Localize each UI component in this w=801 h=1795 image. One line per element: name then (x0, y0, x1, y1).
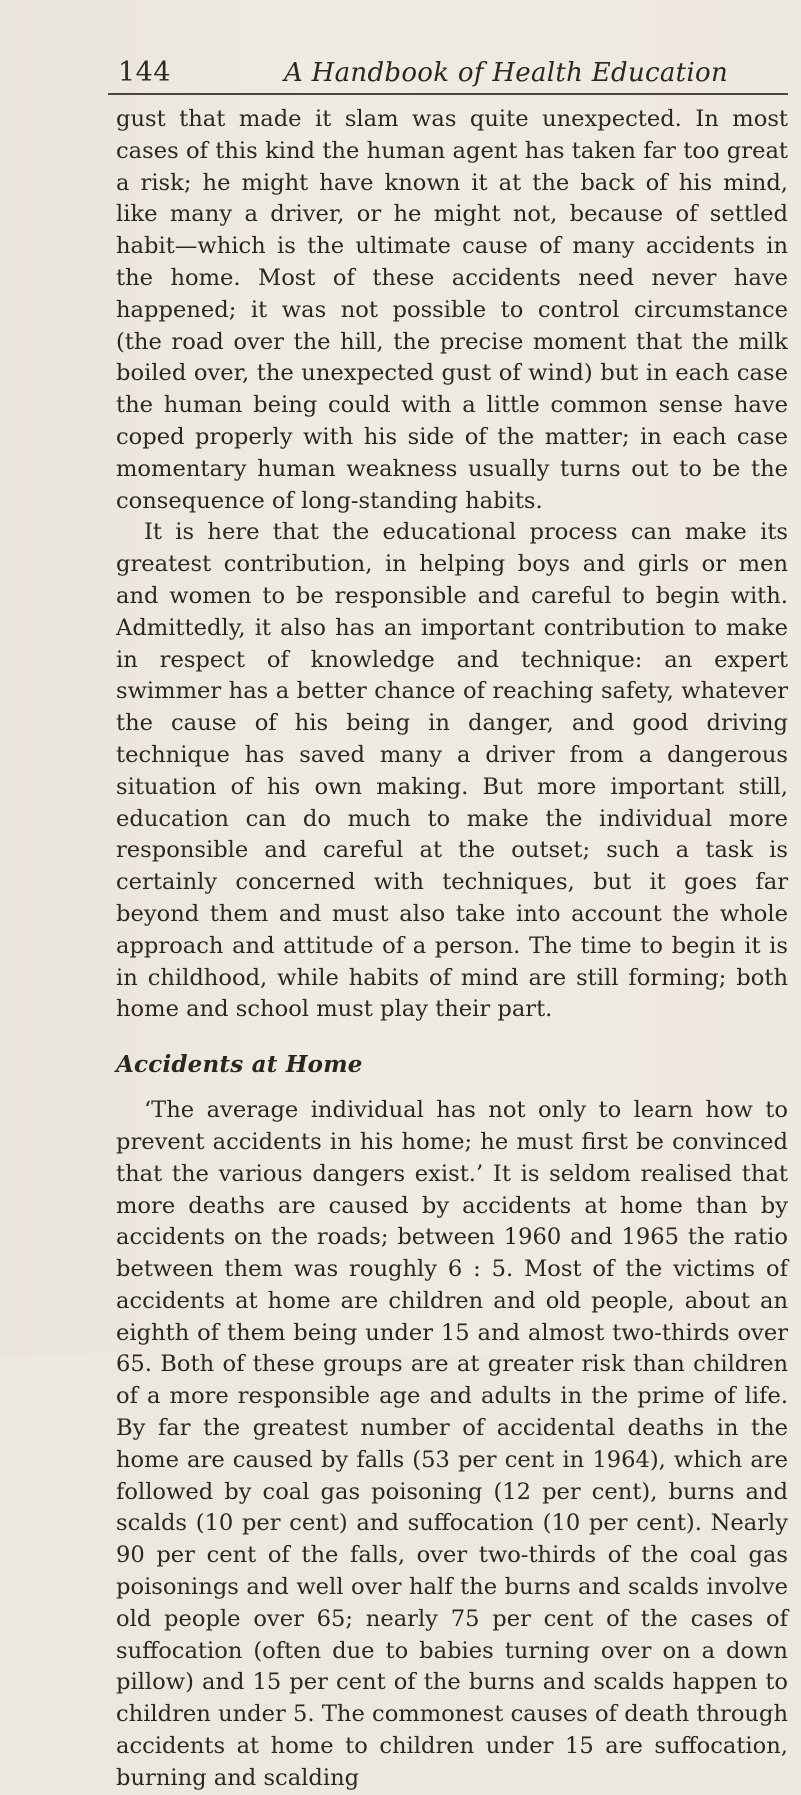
paragraph-accidents-at-home: ‘The average individual has not only to learn how to prevent accidents in his home; he must first be convinced that the various dangers exist.’ It is seldom realised that more deaths are caused by accidents at home than by accidents on the roads; between 1960 and 1965 the ratio between them was roughly 6 : 5. Most of the victims of accidents at home are children and old people, about an eighth of them being under 15 and almost two-thirds over 65. Both of these groups are at greater risk than children of a more responsible age and adults in the prime of life. By far the greatest number of accidental deaths in the home are caused by falls (53 per cent in 1964), which are followed by coal gas poisoning (12 per cent), burns and scalds (10 per cent) and suffocation (10 per cent). Nearly 90 per cent of the falls, over two-thirds of the coal gas poisonings and well over half the burns and scalds involve old people over 65; nearly 75 per cent of the cases of suffocation (often due to babies turning over on a down pillow) and 15 per cent of the burns and scalds happen to children under 5. The commonest causes of death through accidents at home to children under 15 are suffocation, burning and scalding (116, 1097, 788, 1791)
page-number: 144 (118, 57, 172, 88)
paragraph-educational-process: It is here that the educational process can make its greatest contribution, in helping boys and girls or men and women to be responsible and careful to begin with. Admittedly, it also has an important contribution to make in respect of knowledge and technique: an expert swimmer has a better chance of reaching safety, whatever the cause of his being in danger, and good driving technique has saved many a driver from a dangerous situation of his own making. But more important still, education can do much to make the individual more responsible and careful at the outset; such a task is certainly concerned with techniques, but it goes far beyond them and must also take into account the whole approach and attitude of a person. The time to begin it is in childhood, while habits of mind are still forming; both home and school must play their part. (116, 519, 788, 1023)
running-title: A Handbook of Health Education (284, 58, 729, 88)
paragraph-continued: gust that made it slam was quite unexpected. In most cases of this kind the human agent has taken far too great a risk; he might have known it at the back of his mind, like many a driver, or he might not, because of settled habit—which is the ultimate cause of many accidents in the home. Most of these accidents need never have happened; it was not possible to control circumstance (the road over the hill, the precise moment that the milk boiled over, the unexpected gust of wind) but in each case the human being could with a little common sense have coped properly with his side of the matter; in each case momentary human weakness usually turns out to be the consequence of long-standing habits. (116, 106, 788, 514)
section-heading: Accidents at Home (116, 1051, 363, 1079)
body-text (116, 104, 788, 1795)
page-header (108, 57, 788, 95)
